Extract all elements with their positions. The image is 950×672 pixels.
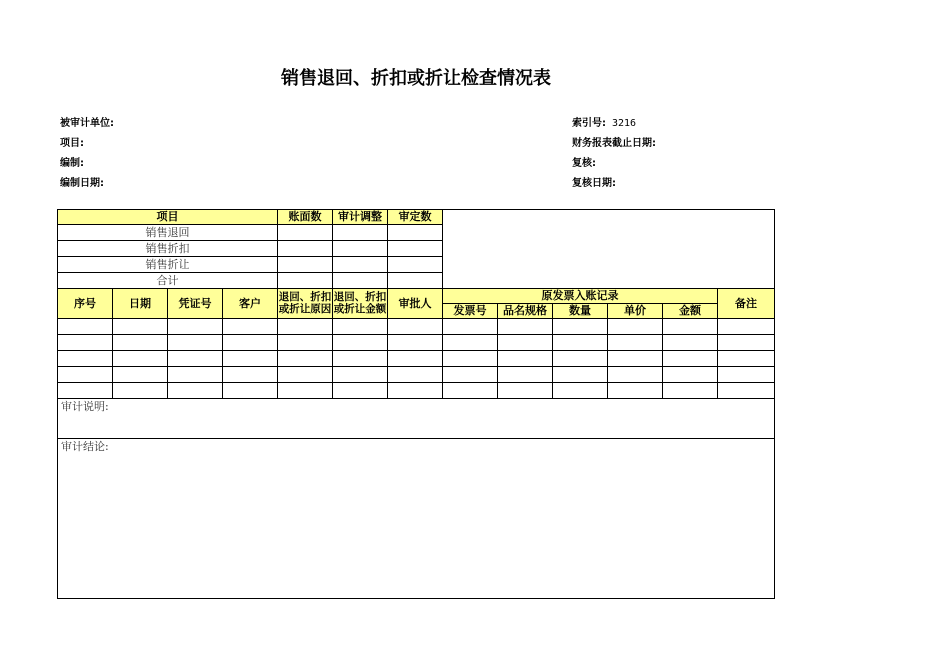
reviewer-label: 复核: (572, 158, 596, 169)
prep-date-label: 编制日期: (60, 178, 104, 189)
summary-header-adjust: 审计调整 (333, 210, 388, 225)
audit-conclusion-label: 审计结论: (61, 440, 109, 453)
invoice-sub-number: 发票号 (443, 304, 498, 319)
table-row (58, 335, 775, 351)
detail-header-reason: 退回、折扣或折让原因 (278, 289, 333, 319)
summary-cell[interactable] (333, 225, 388, 241)
detail-header-amount: 退回、折扣或折让金额 (333, 289, 388, 319)
summary-cell[interactable] (278, 241, 333, 257)
audit-conclusion[interactable] (58, 439, 775, 599)
detail-header-approver: 审批人 (388, 289, 443, 319)
detail-header-date: 日期 (113, 289, 168, 319)
detail-header-customer: 客户 (223, 289, 278, 319)
summary-row-label: 销售折扣 (58, 241, 278, 257)
summary-header-item: 项目 (58, 210, 278, 225)
table-row (58, 319, 775, 335)
preparer-label: 编制: (60, 158, 84, 169)
index-number (572, 114, 636, 129)
audit-explanation[interactable] (58, 399, 775, 439)
summary-cell[interactable] (278, 257, 333, 273)
review-date-label: 复核日期: (572, 178, 616, 189)
detail-header-remarks: 备注 (718, 289, 775, 319)
summary-row-label: 合计 (58, 273, 278, 289)
page-title: 销售退回、折扣或折让检查情况表 (281, 68, 551, 89)
detail-header-invoice: 原发票入账记录 (443, 289, 718, 304)
index-label: 索引号: (572, 118, 606, 129)
summary-cell[interactable] (278, 225, 333, 241)
summary-cell[interactable] (333, 257, 388, 273)
auditee-label: 被审计单位: (60, 118, 114, 129)
summary-header-audited: 审定数 (388, 210, 443, 225)
invoice-sub-amount: 金额 (663, 304, 718, 319)
invoice-sub-spec: 品名规格 (498, 304, 553, 319)
inspection-table (57, 209, 775, 599)
table-row (58, 383, 775, 399)
audit-explanation-label: 审计说明: (61, 400, 109, 413)
summary-cell[interactable] (388, 273, 443, 289)
summary-cell[interactable] (278, 273, 333, 289)
invoice-sub-price: 单价 (608, 304, 663, 319)
summary-cell[interactable] (333, 273, 388, 289)
summary-cell[interactable] (388, 257, 443, 273)
summary-row-label: 销售退回 (58, 225, 278, 241)
detail-header-voucher: 凭证号 (168, 289, 223, 319)
report-date-label: 财务报表截止日期: (572, 138, 656, 149)
summary-cell[interactable] (388, 225, 443, 241)
index-value: 3216 (612, 118, 637, 129)
project-label: 项目: (60, 138, 84, 149)
summary-header-book: 账面数 (278, 210, 333, 225)
detail-header-seq: 序号 (58, 289, 113, 319)
table-row (58, 351, 775, 367)
invoice-sub-qty: 数量 (553, 304, 608, 319)
summary-cell[interactable] (333, 241, 388, 257)
summary-row-label: 销售折让 (58, 257, 278, 273)
summary-blank-area (443, 210, 775, 289)
table-row (58, 367, 775, 383)
summary-cell[interactable] (388, 241, 443, 257)
